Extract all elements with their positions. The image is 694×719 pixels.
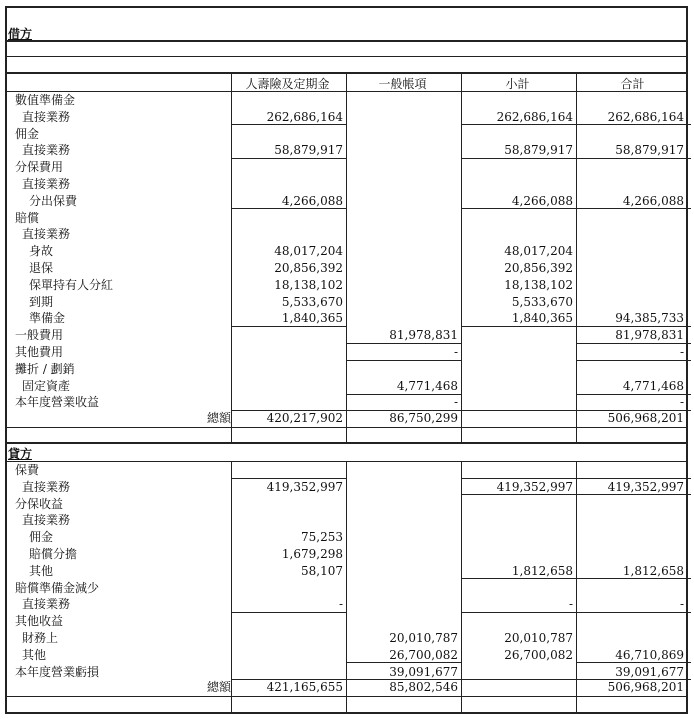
row-label: 一般費用 (15, 328, 64, 343)
cell-rule (231, 612, 346, 613)
table-row (5, 361, 688, 378)
debit-section-title: 借方 (8, 27, 33, 41)
credit-total-total: 506,968,201 (607, 680, 684, 694)
cell-rule (576, 394, 691, 395)
row-label: 準備金 (29, 311, 66, 326)
row-value: 4,266,088 (511, 193, 573, 208)
row-label: 直接業務 (22, 597, 71, 612)
row-value: 4,771,468 (622, 378, 684, 393)
column-header-general: 一般帳項 (378, 77, 427, 91)
row-value: - (453, 345, 458, 359)
cell-rule (461, 124, 691, 125)
row-label: 其他 (29, 563, 54, 578)
cell-rule (461, 494, 691, 495)
row-value: - (568, 597, 573, 612)
row-label: 賠償準備金減少 (15, 580, 100, 595)
cell-rule (346, 343, 461, 344)
row-value: - (338, 597, 343, 612)
row-label: 分保費用 (15, 160, 64, 175)
debit-total-life: 420,217,902 (266, 411, 343, 425)
cell-rule (461, 578, 691, 579)
column-header-subtotal: 小計 (505, 77, 530, 91)
row-label: 固定資產 (22, 378, 71, 393)
row-value: 4,266,088 (281, 193, 343, 208)
row-label: 賠償 (15, 210, 40, 225)
table-row (5, 126, 688, 143)
cell-rule (461, 158, 691, 159)
cell-rule (231, 410, 691, 411)
cell-rule (576, 326, 691, 327)
table-row (5, 142, 688, 159)
row-value: 4,771,468 (396, 378, 458, 393)
row-value: 419,352,997 (266, 479, 343, 494)
credit-total-general: 85,802,546 (389, 680, 458, 694)
row-label: 本年度營業收益 (15, 395, 100, 410)
row-value: 48,017,204 (504, 244, 573, 259)
cell-rule (346, 394, 461, 395)
cell-rule (461, 478, 691, 479)
row-label: 財務上 (22, 631, 59, 645)
table-row (5, 210, 688, 227)
row-label: 其他收益 (15, 614, 64, 629)
rule (5, 40, 688, 42)
table-row (5, 294, 688, 311)
row-value: 20,010,787 (504, 631, 573, 645)
row-value: 20,010,787 (389, 631, 458, 645)
row-label: 其他費用 (15, 345, 64, 359)
debit-total-row (5, 410, 688, 427)
column-header-total: 合計 (620, 77, 645, 91)
row-value: 5,533,670 (281, 294, 343, 309)
row-value: - (679, 597, 684, 612)
row-value: 26,700,082 (504, 647, 573, 662)
row-label: 本年度營業虧損 (15, 664, 100, 679)
rule (5, 442, 688, 444)
cell-rule (461, 208, 691, 209)
row-value: 5,533,670 (511, 294, 573, 309)
row-value: 39,091,677 (389, 664, 458, 679)
table-row (5, 378, 688, 395)
row-label: 直接業務 (22, 109, 71, 124)
row-label: 攤折 / 劃銷 (15, 361, 75, 376)
row-label: 其他 (22, 647, 47, 662)
cell-rule (231, 208, 346, 209)
table-row (5, 462, 688, 479)
row-label: 數值準備金 (15, 93, 76, 107)
row-value: 81,978,831 (615, 328, 684, 343)
row-value: 1,812,658 (622, 563, 684, 578)
column-header-life: 人壽險及定期金 (245, 77, 330, 91)
row-value: 262,686,164 (607, 109, 684, 124)
table-row (5, 92, 688, 109)
row-value: 58,879,917 (504, 143, 573, 158)
table-row (5, 277, 688, 294)
row-label: 退保 (29, 261, 54, 275)
cell-rule (231, 326, 346, 327)
table-row (5, 596, 688, 613)
cell-rule (231, 158, 346, 159)
table-row (5, 176, 688, 193)
row-label: 佣金 (15, 126, 40, 141)
row-value: 18,138,102 (274, 277, 343, 292)
row-value: 20,856,392 (274, 261, 343, 275)
row-value: 419,352,997 (496, 479, 573, 494)
cell-rule (231, 124, 346, 125)
row-value: 58,879,917 (274, 143, 343, 158)
rule (5, 427, 688, 428)
credit-section-title: 貸方 (8, 447, 33, 461)
row-value: 39,091,677 (615, 664, 684, 679)
row-label: 保單持有人分紅 (29, 277, 114, 292)
row-value: 94,385,733 (615, 311, 684, 326)
row-label: 保費 (15, 463, 40, 477)
row-label: 直接業務 (22, 479, 71, 494)
row-value: 81,978,831 (389, 328, 458, 343)
row-label: 到期 (29, 294, 54, 309)
row-value: 419,352,997 (607, 479, 684, 494)
row-label: 分保收益 (15, 496, 64, 511)
table-row (5, 546, 688, 563)
cell-rule (576, 343, 691, 344)
table-row (5, 260, 688, 277)
cell-rule (231, 679, 691, 680)
debit-total-total: 506,968,201 (607, 411, 684, 425)
debit-total-general: 86,750,299 (389, 411, 458, 425)
table-row (5, 630, 688, 647)
row-label: 直接業務 (22, 177, 71, 191)
table-row (5, 394, 688, 411)
row-label: 直接業務 (22, 513, 71, 528)
table-row (5, 243, 688, 260)
row-label: 佣金 (29, 530, 54, 545)
row-value: 262,686,164 (496, 109, 573, 124)
cell-rule (346, 662, 461, 663)
row-value: 75,253 (301, 530, 343, 545)
row-value: - (679, 345, 684, 359)
row-value: 46,710,869 (615, 647, 684, 662)
credit-total-life: 421,165,655 (266, 680, 343, 694)
table-row (5, 226, 688, 243)
table-row (5, 310, 688, 327)
rule (5, 56, 688, 57)
row-value: 58,879,917 (615, 143, 684, 158)
row-value: - (679, 395, 684, 410)
row-value: 1,679,298 (281, 547, 343, 561)
cell-rule (461, 326, 576, 327)
row-value: 26,700,082 (389, 647, 458, 662)
row-value: 262,686,164 (266, 109, 343, 124)
row-label: 賠償分擔 (29, 547, 78, 561)
row-value: 18,138,102 (504, 277, 573, 292)
row-label: 直接業務 (22, 227, 71, 242)
rule (5, 696, 688, 697)
cell-rule (461, 612, 691, 613)
row-value: - (453, 395, 458, 410)
cell-rule (576, 360, 691, 361)
row-label: 分出保費 (29, 193, 78, 208)
table-row (5, 529, 688, 546)
row-value: 1,812,658 (511, 563, 573, 578)
row-value: 58,107 (301, 563, 343, 578)
table-row (5, 580, 688, 597)
row-label: 直接業務 (22, 143, 71, 158)
credit-total-row (5, 679, 688, 696)
table-row (5, 159, 688, 176)
cell-rule (231, 478, 346, 479)
row-value: 48,017,204 (274, 244, 343, 259)
table-row (5, 512, 688, 529)
cell-rule (346, 360, 461, 361)
row-value: 1,840,365 (511, 311, 573, 326)
table-row (5, 613, 688, 630)
row-value: 1,840,365 (281, 311, 343, 326)
table-row (5, 496, 688, 513)
cell-rule (576, 662, 691, 663)
table-row (5, 327, 688, 344)
row-label: 身故 (29, 244, 54, 259)
row-value: 4,266,088 (622, 193, 684, 208)
table-row (5, 344, 688, 361)
row-value: 20,856,392 (504, 261, 573, 275)
debit-total-label: 總額 (206, 411, 231, 425)
credit-total-label: 總額 (206, 680, 231, 694)
